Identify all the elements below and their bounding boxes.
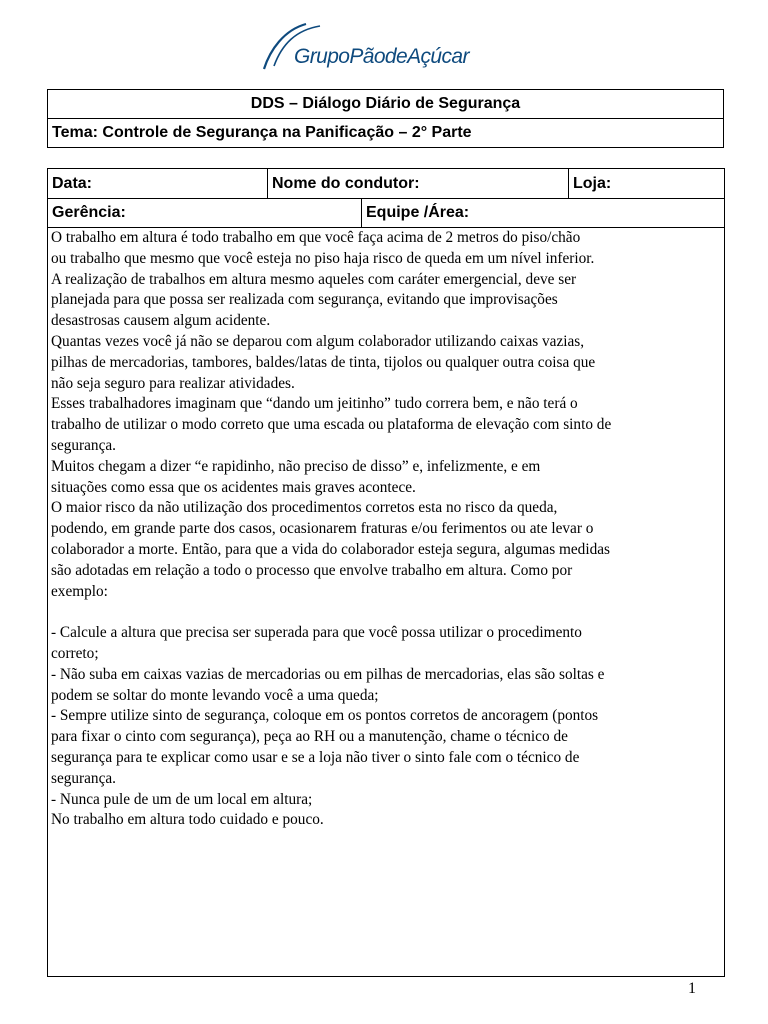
body-line: A realização de trabalhos em altura mesmo aqueles com caráter emergencial, deve ser — [51, 270, 577, 288]
body-line: ou trabalho que mesmo que você esteja no piso haja risco de queda em um nível inferior. — [51, 249, 595, 267]
body-line: correto; — [51, 644, 99, 662]
logo-text: GrupoPãodeAçúcar — [294, 45, 469, 68]
body-line: Muitos chegam a dizer “e rapidinho, não preciso de disso” e, infelizmente, e em — [51, 457, 541, 475]
body-line: segurança. — [51, 436, 116, 454]
management-label: Gerência: — [52, 204, 126, 221]
body-line: O trabalho em altura é todo trabalho em que você faça acima de 2 metros do piso/chão — [51, 229, 581, 246]
body-line: situações como essa que os acidentes mais graves acontece. — [51, 478, 416, 496]
body-line: podem se soltar do monte levando você a uma queda; — [51, 686, 379, 704]
body-text — [51, 228, 719, 831]
team-area-field[interactable] — [362, 198, 724, 227]
body-line: No trabalho em altura todo cuidado e pouco. — [51, 811, 324, 829]
form-row-2 — [48, 198, 724, 228]
conductor-name-label: Nome do condutor: — [272, 175, 420, 192]
date-field[interactable] — [48, 169, 268, 198]
body-line: trabalho de utilizar o modo correto que uma escada ou plataforma de elevação com sinto de — [51, 416, 612, 434]
grupo-pao-de-acucar-logo — [262, 22, 469, 72]
body-line: Quantas vezes você já não se deparou com algum colaborador utilizando caixas vazias, — [51, 332, 585, 350]
body-line: desastrosas causem algum acidente. — [51, 312, 271, 330]
dds-form — [47, 168, 725, 977]
conductor-name-field[interactable] — [268, 169, 569, 198]
body-line: pilhas de mercadorias, tambores, baldes/latas de tinta, tijolos ou qualquer outra coisa que — [51, 353, 596, 371]
body-line: exemplo: — [51, 582, 108, 600]
page-number: 1 — [688, 980, 696, 997]
body-line: planejada para que possa ser realizada com segurança, evitando que improvisações — [51, 291, 558, 309]
management-field[interactable] — [48, 198, 362, 227]
document-theme: Tema: Controle de Segurança na Panificação – 2° Parte — [47, 118, 724, 148]
date-label: Data: — [52, 175, 93, 192]
body-line: - Calcule a altura que precisa ser superada para que você possa utilizar o procedimento — [51, 624, 582, 642]
team-area-label: Equipe /Área: — [366, 204, 470, 221]
body-line: - Não suba em caixas vazias de mercadorias ou em pilhas de mercadorias, elas são soltas e — [51, 665, 605, 683]
body-line: segurança. — [51, 769, 116, 787]
body-line: são adotadas em relação a todo o processo que envolve trabalho em altura. Como por — [51, 561, 573, 579]
store-label: Loja: — [573, 175, 612, 192]
body-line: segurança para te explicar como usar e se a loja não tiver o sinto fale com o técnico de — [51, 748, 580, 766]
body-line: colaborador a morte. Então, para que a vida do colaborador esteja segura, algumas medidas — [51, 540, 610, 558]
body-line: podendo, em grande parte dos casos, ocasionarem fraturas e/ou ferimentos ou ate levar o — [51, 520, 594, 538]
body-line: O maior risco da não utilização dos procedimentos corretos esta no risco da queda, — [51, 499, 558, 517]
document-title: DDS – Diálogo Diário de Segurança — [47, 89, 724, 119]
body-line: Esses trabalhadores imaginam que “dando um jeitinho” tudo correra bem, e não terá o — [51, 395, 578, 413]
body-line: - Nunca pule de um de um local em altura; — [51, 790, 313, 808]
body-line: - Sempre utilize sinto de segurança, coloque em os pontos corretos de ancoragem (pontos — [51, 707, 599, 725]
store-field[interactable] — [569, 169, 724, 198]
body-blank-line — [51, 602, 719, 623]
body-line: não seja seguro para realizar atividades. — [51, 374, 295, 392]
body-line: para fixar o cinto com segurança), peça ao RH ou a manutenção, chame o técnico de — [51, 728, 568, 746]
form-row-1 — [48, 169, 724, 199]
